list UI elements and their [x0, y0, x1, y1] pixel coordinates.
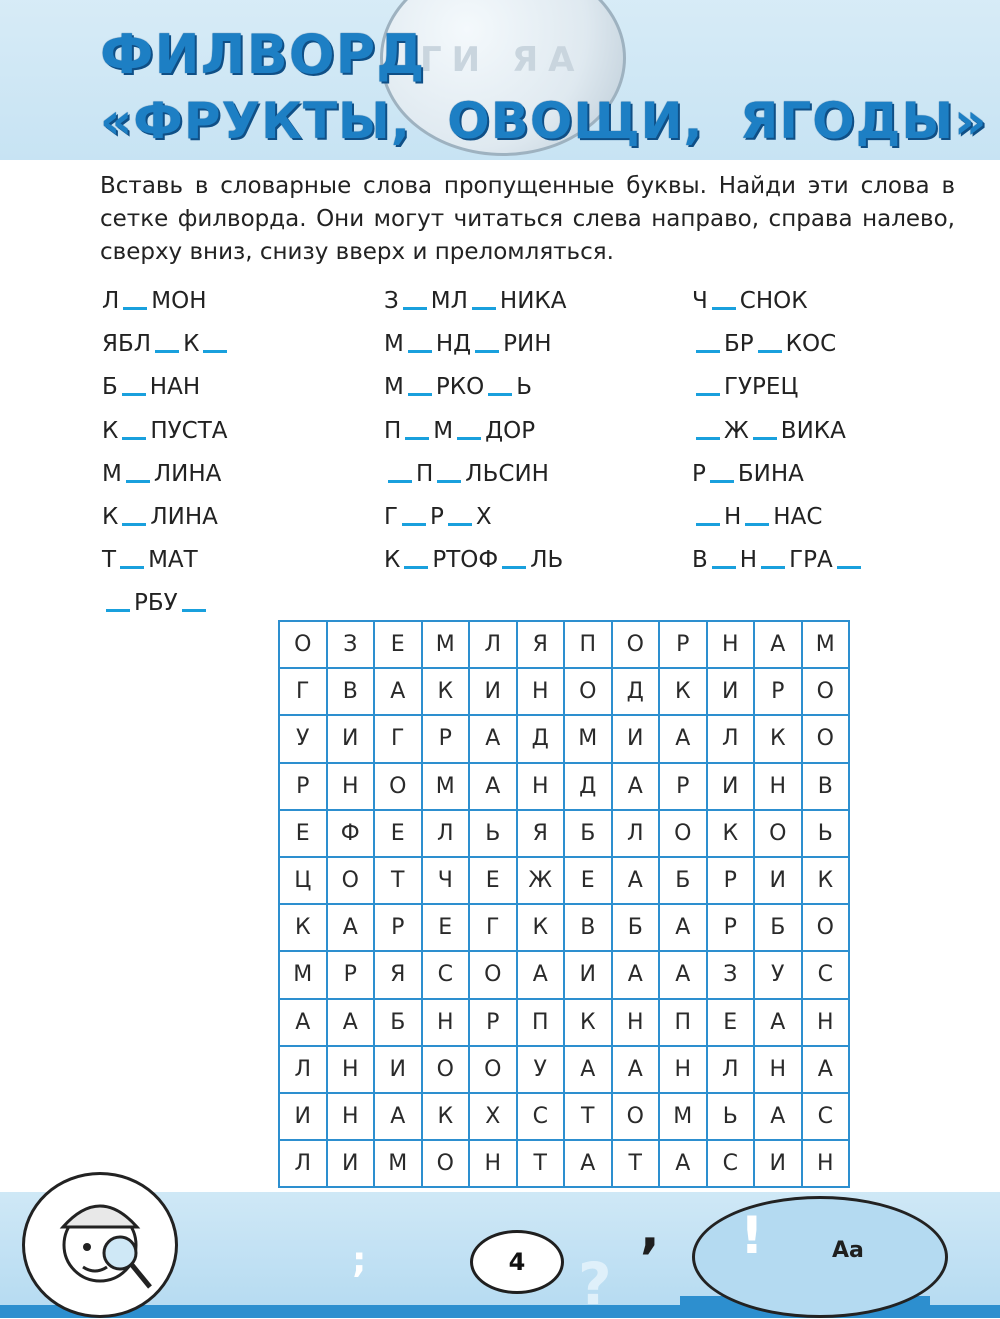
grid-cell: К	[279, 904, 327, 951]
grid-row	[279, 951, 849, 998]
grid-cell: Р	[327, 951, 375, 998]
grid-cell: М	[374, 1140, 422, 1187]
grid-cell: Е	[469, 857, 517, 904]
grid-cell: И	[612, 715, 660, 762]
missing-letter-blank	[122, 523, 146, 526]
grid-cell: А	[802, 1046, 850, 1093]
grid-cell: М	[422, 763, 470, 810]
grid-cell: Н	[327, 1046, 375, 1093]
grid-cell: Р	[659, 763, 707, 810]
grid-cell: Н	[707, 621, 755, 668]
missing-letter-blank	[106, 609, 130, 612]
word-item: Б НАН	[102, 374, 201, 401]
missing-letter-blank	[745, 523, 769, 526]
grid-cell: В	[564, 904, 612, 951]
grid-row	[279, 715, 849, 762]
grid-cell: В	[802, 763, 850, 810]
missing-letter-blank	[408, 350, 432, 353]
grid-cell: М	[802, 621, 850, 668]
comma-decoration: ,	[640, 1200, 660, 1260]
missing-letter-blank	[696, 393, 720, 396]
missing-letter-blank	[155, 350, 179, 353]
grid-cell: Р	[707, 904, 755, 951]
grid-cell: Л	[279, 1140, 327, 1187]
word-item: РБУ	[102, 586, 231, 629]
grid-cell: О	[659, 810, 707, 857]
grid-row	[279, 621, 849, 668]
grid-cell: А	[517, 951, 565, 998]
missing-letter-blank	[712, 307, 736, 310]
missing-letter-blank	[126, 480, 150, 483]
grid-cell: Я	[374, 951, 422, 998]
grid-cell: Ч	[422, 857, 470, 904]
grid-cell: А	[754, 999, 802, 1046]
grid-cell: Л	[279, 1046, 327, 1093]
word-item: Л МОН	[102, 288, 207, 314]
grid-cell: А	[754, 1093, 802, 1140]
grid-cell: Н	[754, 1046, 802, 1093]
semicolon-decoration: ;	[352, 1240, 367, 1281]
grid-cell: Н	[469, 1140, 517, 1187]
header-ghost-text: ГИ ЯА	[420, 40, 585, 80]
grid-cell: Р	[469, 999, 517, 1046]
grid-cell: И	[327, 1140, 375, 1187]
word-item: Ч СНОК	[692, 288, 808, 314]
grid-cell: О	[469, 951, 517, 998]
grid-cell: Л	[707, 1046, 755, 1093]
missing-letter-blank	[696, 437, 720, 440]
grid-cell: О	[422, 1046, 470, 1093]
grid-cell: Я	[517, 810, 565, 857]
grid-row	[279, 1046, 849, 1093]
missing-letter-blank	[448, 523, 472, 526]
grid-cell: О	[564, 668, 612, 715]
missing-letter-blank	[502, 566, 526, 569]
grid-cell: А	[564, 1046, 612, 1093]
missing-letter-blank	[122, 393, 146, 396]
grid-row	[279, 810, 849, 857]
grid-cell: Е	[707, 999, 755, 1046]
grid-cell: А	[469, 763, 517, 810]
grid-cell: С	[517, 1093, 565, 1140]
grid-cell: А	[612, 951, 660, 998]
grid-cell: Ц	[279, 857, 327, 904]
grid-cell: М	[279, 951, 327, 998]
missing-letter-blank	[408, 393, 432, 396]
grid-cell: К	[754, 715, 802, 762]
grid-cell: М	[564, 715, 612, 762]
grid-cell: Е	[374, 810, 422, 857]
grid-cell: И	[327, 715, 375, 762]
grid-cell: И	[374, 1046, 422, 1093]
grid-cell: О	[327, 857, 375, 904]
title-line-1: ФИЛВОРД	[100, 23, 426, 86]
grid-cell: И	[754, 857, 802, 904]
word-item: М ЛИНА	[102, 460, 222, 487]
grid-row	[279, 999, 849, 1046]
page-title	[100, 23, 988, 150]
grid-cell: Н	[659, 1046, 707, 1093]
word-item: М РКО Ь	[384, 374, 532, 401]
grid-cell: И	[754, 1140, 802, 1187]
word-item: К РТОФ ЛЬ	[384, 547, 564, 574]
grid-cell: А	[374, 668, 422, 715]
grid-cell: А	[659, 951, 707, 998]
grid-cell: А	[279, 999, 327, 1046]
grid-cell: А	[564, 1140, 612, 1187]
grid-cell: О	[422, 1140, 470, 1187]
grid-cell: З	[707, 951, 755, 998]
missing-letter-blank	[182, 609, 206, 612]
missing-letter-blank	[696, 523, 720, 526]
grid-cell: Д	[612, 668, 660, 715]
grid-cell: Н	[327, 1093, 375, 1140]
missing-letter-blank	[753, 437, 777, 440]
grid-cell: Л	[469, 621, 517, 668]
grid-cell: С	[422, 951, 470, 998]
grid-cell: Б	[754, 904, 802, 951]
page-number: 4	[470, 1230, 564, 1294]
filword-grid	[278, 620, 850, 1188]
word-item: Г Р Х	[384, 503, 492, 530]
grid-cell: А	[612, 857, 660, 904]
grid-cell: К	[517, 904, 565, 951]
grid-cell: З	[327, 621, 375, 668]
missing-letter-blank	[758, 350, 782, 353]
grid-cell: В	[327, 668, 375, 715]
grid-cell: П	[659, 999, 707, 1046]
grid-row	[279, 904, 849, 951]
mascot-detective-image	[22, 1172, 178, 1318]
grid-cell: О	[754, 810, 802, 857]
word-item: ЯБЛ К	[102, 327, 231, 370]
grid-cell: К	[802, 857, 850, 904]
grid-row	[279, 1093, 849, 1140]
grid-cell: Е	[564, 857, 612, 904]
grid-cell: О	[612, 1093, 660, 1140]
grid-cell: Д	[517, 715, 565, 762]
grid-cell: А	[374, 1093, 422, 1140]
missing-letter-blank	[710, 480, 734, 483]
question-decoration: ?	[578, 1250, 612, 1318]
grid-cell: Г	[469, 904, 517, 951]
grid-cell: М	[422, 621, 470, 668]
grid-cell: Н	[754, 763, 802, 810]
missing-letter-blank	[120, 566, 144, 569]
grid-cell: И	[469, 668, 517, 715]
grid-cell: И	[279, 1093, 327, 1140]
grid-cell: Б	[612, 904, 660, 951]
missing-letter-blank	[712, 566, 736, 569]
grid-cell: М	[659, 1093, 707, 1140]
word-item: Ж ВИКА	[692, 414, 865, 457]
grid-cell: К	[422, 1093, 470, 1140]
missing-letter-blank	[457, 437, 481, 440]
grid-cell: Р	[279, 763, 327, 810]
grid-cell: А	[612, 1046, 660, 1093]
grid-cell: Н	[802, 1140, 850, 1187]
grid-cell: Н	[517, 668, 565, 715]
grid-cell: О	[612, 621, 660, 668]
grid-cell: И	[707, 763, 755, 810]
grid-cell: А	[469, 715, 517, 762]
grid-cell: К	[564, 999, 612, 1046]
missing-letter-blank	[123, 307, 147, 310]
grid-cell: О	[374, 763, 422, 810]
grid-row	[279, 857, 849, 904]
footer-oval	[692, 1196, 948, 1318]
grid-row	[279, 668, 849, 715]
grid-cell: Н	[612, 999, 660, 1046]
grid-cell: П	[517, 999, 565, 1046]
grid-cell: О	[802, 904, 850, 951]
missing-letter-blank	[837, 566, 861, 569]
missing-letter-blank	[122, 437, 146, 440]
instructions-text: Вставь в словарные слова пропущенные буквы. Найди эти слова в сетке филворда. Они могут читаться слева направо, справа налево, сверху вниз, снизу вверх и преломляться.	[100, 173, 955, 265]
grid-cell: Т	[564, 1093, 612, 1140]
grid-cell: Е	[279, 810, 327, 857]
grid-cell: С	[802, 951, 850, 998]
missing-letter-blank	[696, 350, 720, 353]
word-column-3	[692, 284, 865, 586]
grid-cell: О	[802, 715, 850, 762]
grid-cell: А	[612, 763, 660, 810]
grid-cell: О	[469, 1046, 517, 1093]
missing-letter-blank	[475, 350, 499, 353]
grid-cell: Х	[469, 1093, 517, 1140]
word-item: П ЛЬСИН	[384, 457, 567, 500]
word-item: Р БИНА	[692, 460, 804, 487]
grid-cell: Е	[422, 904, 470, 951]
grid-cell: И	[564, 951, 612, 998]
word-item: В Н ГРА	[692, 543, 865, 586]
grid-cell: Р	[422, 715, 470, 762]
word-item: Н НАС	[692, 500, 865, 543]
grid-cell: А	[659, 1140, 707, 1187]
grid-cell: Р	[659, 621, 707, 668]
grid-cell: Ф	[327, 810, 375, 857]
grid-cell: А	[659, 904, 707, 951]
grid-cell: Г	[374, 715, 422, 762]
grid-cell: Т	[612, 1140, 660, 1187]
grid-cell: Р	[754, 668, 802, 715]
missing-letter-blank	[388, 480, 412, 483]
word-item: М НД РИН	[384, 331, 552, 358]
word-column-2	[384, 284, 567, 586]
grid-cell: Н	[517, 763, 565, 810]
grid-cell: Л	[422, 810, 470, 857]
missing-letter-blank	[402, 523, 426, 526]
detective-icon	[25, 1175, 175, 1315]
grid-cell: У	[517, 1046, 565, 1093]
grid-cell: У	[279, 715, 327, 762]
missing-letter-blank	[472, 307, 496, 310]
missing-letter-blank	[403, 307, 427, 310]
grid-cell: Ж	[517, 857, 565, 904]
grid-row	[279, 763, 849, 810]
word-item: П М ДОР	[384, 417, 536, 444]
word-column-1	[102, 284, 231, 630]
grid-cell: А	[327, 999, 375, 1046]
grid-cell: О	[279, 621, 327, 668]
word-item: БР КОС	[692, 327, 865, 370]
missing-letter-blank	[405, 437, 429, 440]
grid-cell: Н	[327, 763, 375, 810]
grid-cell: Ь	[469, 810, 517, 857]
grid-cell: К	[659, 668, 707, 715]
grid-cell: Б	[659, 857, 707, 904]
grid-cell: А	[327, 904, 375, 951]
grid-cell: Г	[279, 668, 327, 715]
title-line-2: «ФРУКТЫ, ОВОЩИ, ЯГОДЫ»	[100, 92, 988, 150]
aa-label: Aa	[832, 1238, 864, 1263]
grid-cell: С	[707, 1140, 755, 1187]
grid-cell: У	[754, 951, 802, 998]
word-item: ГУРЕЦ	[692, 370, 865, 413]
grid-cell: Л	[707, 715, 755, 762]
grid-cell: Д	[564, 763, 612, 810]
grid-cell: А	[754, 621, 802, 668]
grid-cell: Б	[374, 999, 422, 1046]
grid-cell: О	[802, 668, 850, 715]
grid-cell: Ь	[707, 1093, 755, 1140]
grid-cell: Ь	[802, 810, 850, 857]
grid-cell: К	[422, 668, 470, 715]
missing-letter-blank	[203, 350, 227, 353]
word-item: К ЛИНА	[102, 503, 218, 530]
grid-cell: С	[802, 1093, 850, 1140]
grid-cell: А	[659, 715, 707, 762]
grid-cell: И	[707, 668, 755, 715]
word-item: К ПУСТА	[102, 417, 228, 444]
missing-letter-blank	[488, 393, 512, 396]
grid-row	[279, 1140, 849, 1187]
missing-letter-blank	[404, 566, 428, 569]
grid-cell: К	[707, 810, 755, 857]
grid-cell: Р	[374, 904, 422, 951]
grid-cell: Е	[374, 621, 422, 668]
grid-cell: П	[564, 621, 612, 668]
grid-cell: Т	[374, 857, 422, 904]
grid-cell: Т	[517, 1140, 565, 1187]
grid-cell: Б	[564, 810, 612, 857]
grid-cell: Я	[517, 621, 565, 668]
grid-cell: Н	[422, 999, 470, 1046]
grid-cell: Р	[707, 857, 755, 904]
grid-cell: Н	[802, 999, 850, 1046]
exclamation-decoration: !	[740, 1206, 764, 1266]
grid-cell: Л	[612, 810, 660, 857]
missing-letter-blank	[437, 480, 461, 483]
missing-letter-blank	[761, 566, 785, 569]
word-item: З МЛ НИКА	[384, 288, 567, 314]
word-item: Т МАТ	[102, 547, 198, 574]
